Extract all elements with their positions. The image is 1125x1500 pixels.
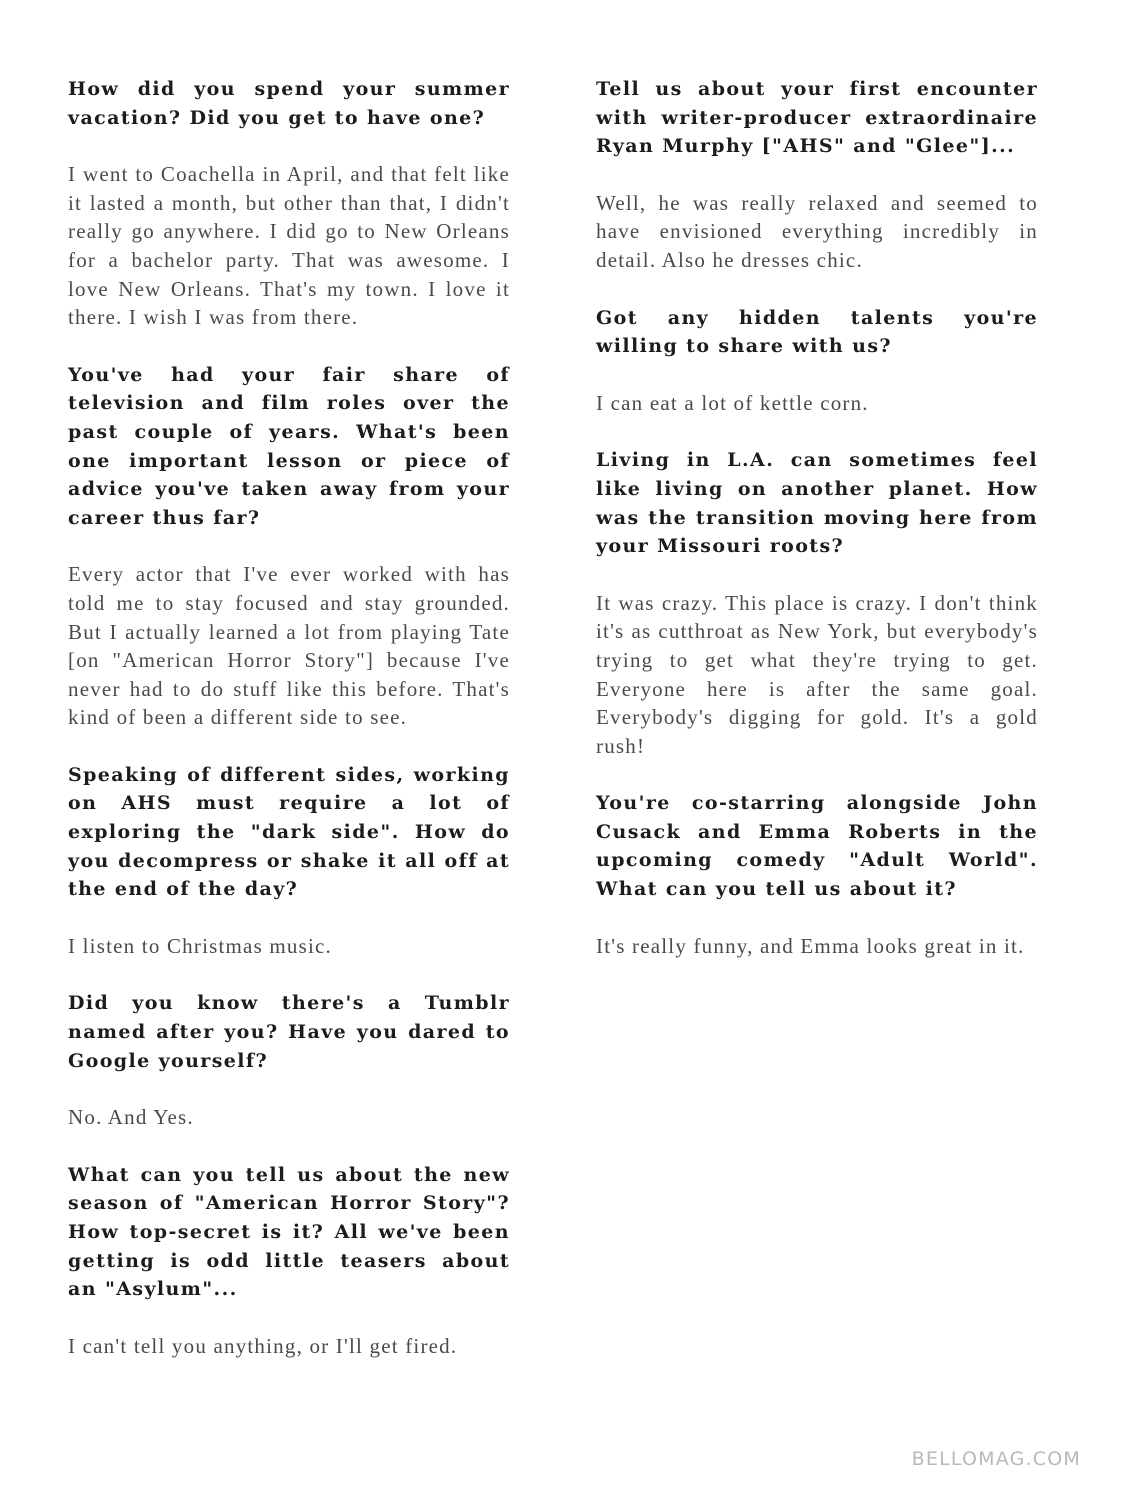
- question-tumblr: Did you know there's a Tumblr named after you? Have you dared to Google yourself?: [68, 992, 510, 1072]
- left-column: [68, 75, 510, 1389]
- question-adult-world: You're co-starring alongside John Cusack and Emma Roberts in the upcoming comedy "Adult World". What can you tell us about it?: [596, 792, 1038, 901]
- question-hidden-talents: Got any hidden talents you're willing to share with us?: [596, 306, 1038, 358]
- right-column: [596, 75, 1038, 989]
- answer-summer-vacation: I went to Coachella in April, and that felt like it lasted a month, but other than that, I didn't really go anywhere. I did go to New Orleans for a bachelor party. That was awesome. I love New Orleans. That's my town. I love it there. I wish I was from there.: [68, 162, 510, 330]
- question-ryan-murphy: Tell us about your first encounter with writer-producer extraordinaire Ryan Murphy ["AHS" and "Glee"]...: [596, 78, 1038, 158]
- answer-hidden-talents: I can eat a lot of kettle corn.: [596, 390, 869, 415]
- question-career-advice: You've had your fair share of television and film roles over the past couple of years. What's been one important lesson or piece of advice you've taken away from your career thus far?: [68, 363, 510, 529]
- question-living-in-la: Living in L.A. can sometimes feel like living on another planet. How was the transition moving here from your Missouri roots?: [596, 449, 1038, 558]
- answer-living-in-la: It was crazy. This place is crazy. I don't think it's as cutthroat as New York, but everybody's trying to get what they're trying to get. Everyone here is after the same goal. Everybody's digging for gold. It's a gold rush!: [596, 590, 1038, 758]
- answer-tumblr: No. And Yes.: [68, 1105, 194, 1130]
- site-watermark: BELLOMAG.COM: [911, 1448, 1081, 1470]
- question-summer-vacation: How did you spend your summer vacation? Did you get to have one?: [68, 78, 510, 129]
- answer-career-advice: Every actor that I've ever worked with has told me to stay focused and stay grounded. But I actually learned a lot from playing Tate [on "American Horror Story"] because I've never had to do stuff like this before. That's kind of been a different side to see.: [68, 562, 510, 730]
- question-decompress: Speaking of different sides, working on AHS must require a lot of exploring the "dark side". How do you decompress or shake it all off at the end of the day?: [68, 763, 510, 901]
- answer-new-season: I can't tell you anything, or I'll get fired.: [68, 1333, 458, 1358]
- answer-adult-world: It's really funny, and Emma looks great in it.: [596, 933, 1025, 958]
- question-new-season: What can you tell us about the new season of "American Horror Story"? How top-secret is it? All we've been getting is odd little teasers about an "Asylum"...: [68, 1163, 510, 1301]
- answer-ryan-murphy: Well, he was really relaxed and seemed to have envisioned everything incredibly in detail. Also he dresses chic.: [596, 190, 1038, 272]
- answer-decompress: I listen to Christmas music.: [68, 933, 333, 958]
